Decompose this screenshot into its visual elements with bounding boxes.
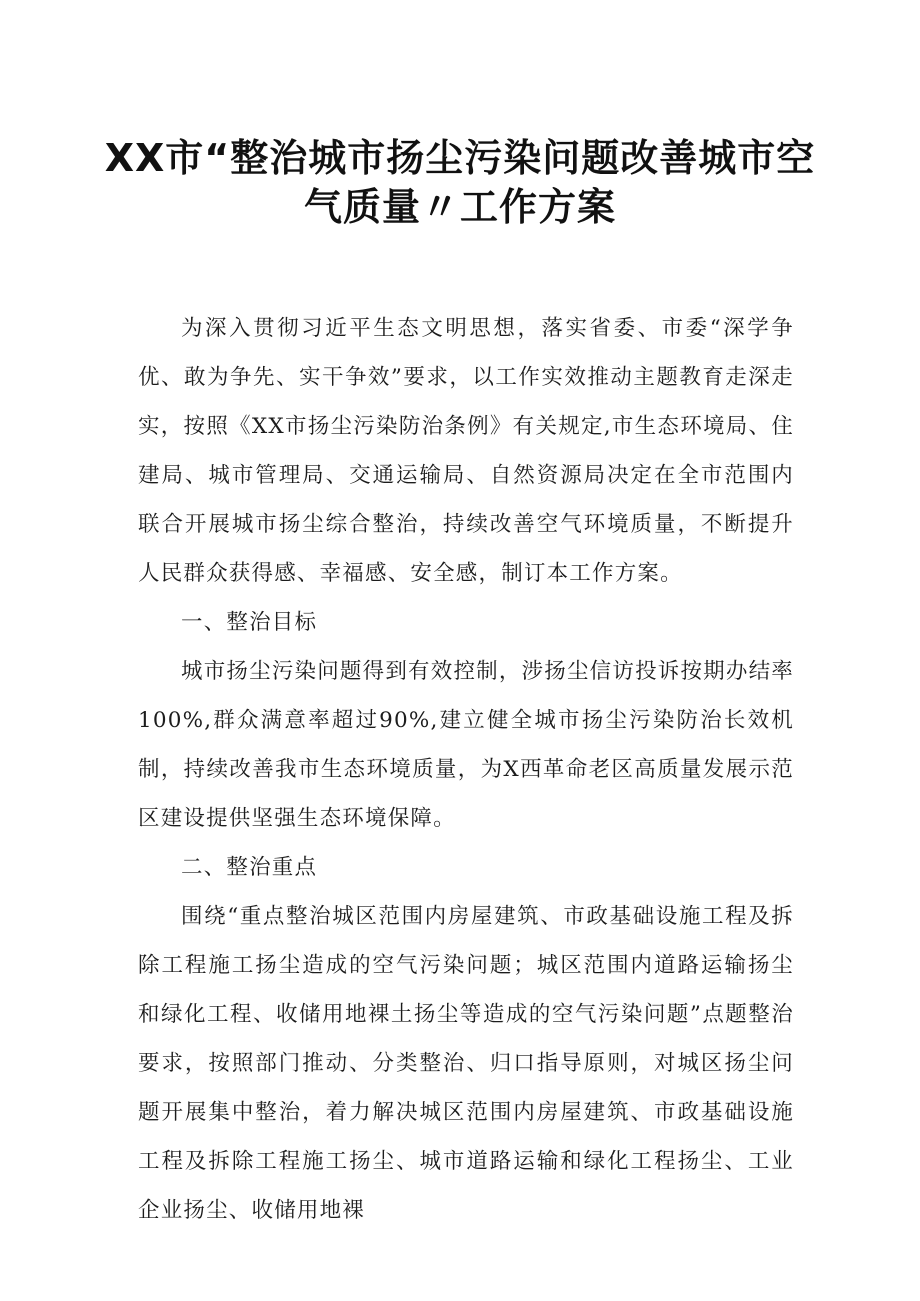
document-title-line-1: XX市“整治城市扬尘污染问题改善城市空 [104, 136, 816, 180]
document-title-line-2: 气质量〃工作方案 [303, 185, 616, 229]
section-2-heading: 二、整治重点 [181, 855, 318, 880]
section-2-paragraph: 围绕“重点整治城区范围内房屋建筑、市政基础设施工程及拆除工程施工扬尘造成的空气污染问题；城区范围内道路运输扬尘和绿化工程、收储用地裸土扬尘等造成的空气污染问题”点题整治要求，按照部门推动、分类整治、归口指导原则，对城区扬尘问题开展集中整治，着力解决城区范围内房屋建筑、市政基础设施工程及拆除工程施工扬尘、城市道路运输和绿化工程扬尘、工业企业扬尘、收储用地裸 [138, 904, 794, 1223]
section-1-heading: 一、整治目标 [181, 610, 318, 635]
section-1-paragraph: 城市扬尘污染问题得到有效控制，涉扬尘信访投诉按期办结率100%,群众满意率超过90%,建立健全城市扬尘污染防治长效机制，持续改善我市生态环境质量，为X西革命老区高质量发展示范区建设提供坚强生态环境保障。 [138, 659, 794, 831]
document-body [138, 304, 794, 1235]
intro-paragraph: 为深入贯彻习近平生态文明思想，落实省委、市委“深学争优、敢为争先、实干争效”要求，以工作实效推动主题教育走深走实，按照《XX市扬尘污染防治条例》有关规定,市生态环境局、住建局、城市管理局、交通运输局、自然资源局决定在全市范围内联合开展城市扬尘综合整治，持续改善空气环境质量，不断提升人民群众获得感、幸福感、安全感，制订本工作方案。 [138, 316, 794, 586]
